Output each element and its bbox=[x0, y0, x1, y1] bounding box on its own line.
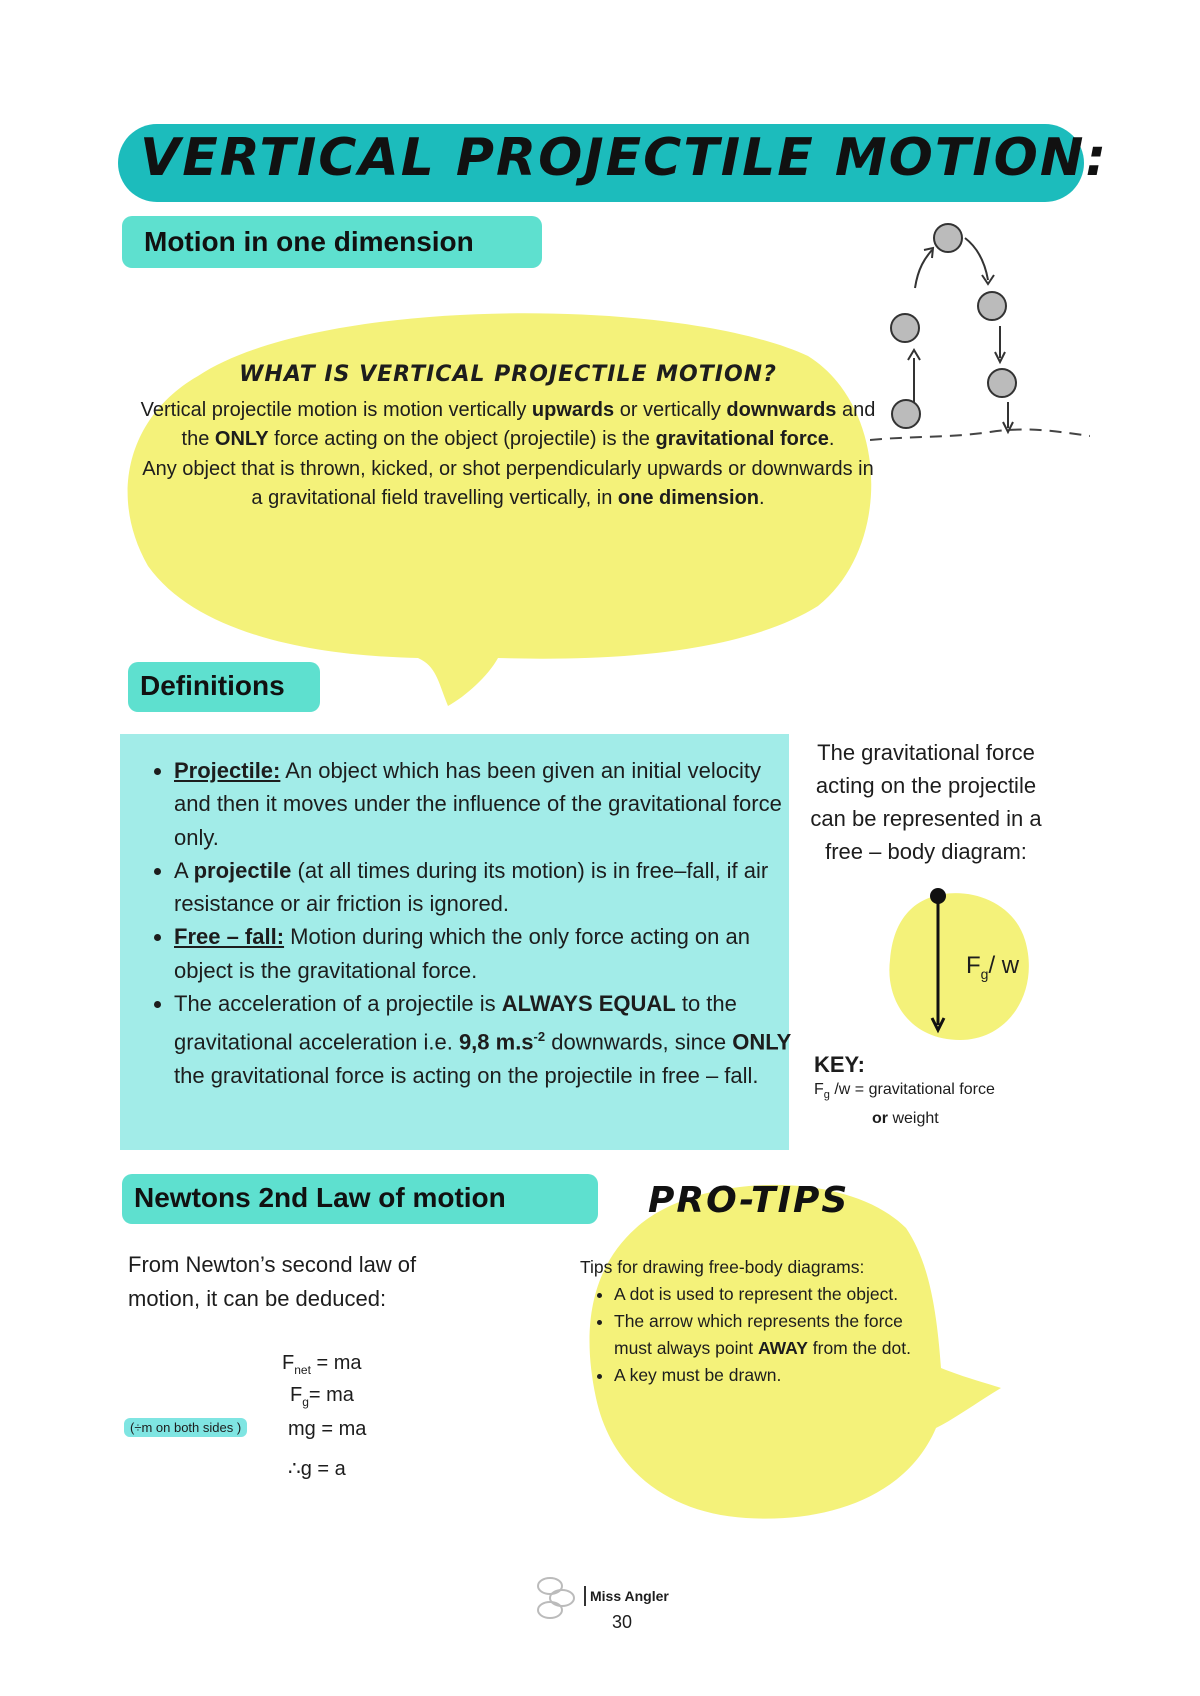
key-body bbox=[814, 1078, 995, 1131]
equation-g: ∴g = a bbox=[288, 1458, 346, 1480]
definitions-list bbox=[150, 754, 794, 1092]
protips-body bbox=[580, 1254, 920, 1389]
bubble-text: or vertically bbox=[614, 398, 727, 421]
protips-list bbox=[580, 1281, 920, 1389]
fbd-label-rest: / w bbox=[988, 952, 1020, 979]
bubble-text: . bbox=[828, 428, 835, 450]
tip-item: • A key must be drawn. bbox=[614, 1362, 920, 1389]
key-title: KEY: bbox=[814, 1052, 865, 1077]
key-or: or bbox=[872, 1110, 888, 1128]
tip-item bbox=[614, 1308, 920, 1362]
bubble-text: Any object that is thrown, kicked, or shot perpendicularly upwards or downwards in a gravitational field travelling vertically, in bbox=[142, 457, 874, 509]
eq-sub: net bbox=[294, 1363, 311, 1377]
bubble-text: Vertical projectile motion is motion vertically bbox=[140, 398, 532, 421]
ball-icon bbox=[891, 314, 919, 342]
bubble-bold: ONLY bbox=[214, 428, 269, 450]
tip-item: • A dot is used to represent the object. bbox=[614, 1281, 920, 1308]
newton-text: From Newton’s second law of motion, it can be deduced: bbox=[128, 1252, 417, 1311]
equation-mg: mg = ma bbox=[288, 1418, 367, 1440]
page-title: VERTICAL PROJECTILE MOTION: bbox=[140, 128, 1109, 188]
definition-text: Motion during which the only force acting on an object is the gravitational force. bbox=[174, 924, 750, 983]
ball-icon bbox=[988, 369, 1016, 397]
key-weight: weight bbox=[888, 1110, 939, 1128]
bubble-text: force acting on the object (projectile) is the bbox=[268, 428, 656, 450]
protips-intro: Tips for drawing free-body diagrams: bbox=[580, 1257, 865, 1277]
definition-item bbox=[174, 987, 794, 1092]
bubble-content bbox=[138, 360, 878, 514]
definition-term: Projectile: bbox=[174, 758, 281, 783]
equation-fnet bbox=[282, 1352, 361, 1377]
ball-icon bbox=[892, 400, 920, 428]
divide-note: (÷m on both sides ) bbox=[124, 1418, 247, 1437]
ball-icon bbox=[934, 224, 962, 252]
protips-heading: PRO-TIPS bbox=[648, 1180, 850, 1221]
tip-text: from the dot. bbox=[807, 1338, 911, 1358]
eq-f: F bbox=[290, 1384, 303, 1406]
definition-item bbox=[174, 854, 794, 921]
equation-fg bbox=[290, 1384, 354, 1409]
definition-item bbox=[174, 920, 794, 987]
bubble-bold: gravitational force bbox=[655, 428, 829, 450]
definition-text: the gravitational force is acting on the projectile in free – fall. bbox=[174, 1063, 759, 1088]
tip-bold: AWAY bbox=[757, 1338, 808, 1358]
bubble-heading: WHAT IS VERTICAL PROJECTILE MOTION? bbox=[239, 362, 777, 387]
key-f: F bbox=[814, 1081, 824, 1098]
key-sub: g bbox=[823, 1089, 830, 1102]
section-heading-newton: Newtons 2nd Law of motion bbox=[122, 1174, 598, 1224]
bubble-bold: upwards bbox=[531, 398, 615, 421]
fbd-label-sub: g bbox=[980, 965, 989, 982]
footer-author: Miss Angler bbox=[590, 1588, 669, 1604]
fbd-label-f: F bbox=[966, 952, 981, 979]
definition-text: The acceleration of a projectile is bbox=[174, 991, 502, 1017]
object-dot-icon bbox=[930, 888, 946, 904]
definition-text: to the gravitational acceleration i.e. bbox=[174, 991, 737, 1055]
fish-logo-icon bbox=[528, 1572, 584, 1622]
fbd-force-label bbox=[966, 952, 1019, 982]
bubble-bold: downwards bbox=[726, 398, 837, 421]
definition-bold: 9,8 m.s bbox=[458, 1029, 534, 1055]
definition-bold: ALWAYS EQUAL bbox=[501, 991, 676, 1017]
key-line: /w = gravitational force bbox=[829, 1081, 995, 1098]
tip-text: The arrow which represents the force must always point bbox=[614, 1311, 903, 1358]
footer-divider bbox=[584, 1586, 586, 1606]
eq-rest: = ma bbox=[308, 1384, 354, 1406]
definition-superscript: -2 bbox=[533, 1029, 546, 1045]
ball-icon bbox=[978, 292, 1006, 320]
definition-text: An object which has been given an initial velocity and then it moves under the influence of the gravitational force only. bbox=[174, 758, 782, 850]
eq-f: F bbox=[282, 1352, 295, 1374]
definition-bold: projectile bbox=[193, 857, 292, 883]
eq-rest: = ma bbox=[310, 1352, 362, 1374]
section-heading-definitions: Definitions bbox=[128, 662, 320, 712]
definition-text: downwards, since bbox=[545, 1029, 733, 1055]
definition-text: A bbox=[174, 857, 194, 883]
eq-sub: g bbox=[302, 1395, 309, 1409]
bubble-text: and the bbox=[181, 398, 876, 450]
definition-item bbox=[174, 754, 794, 854]
page-number: 30 bbox=[612, 1612, 633, 1632]
section-heading-motion: Motion in one dimension bbox=[122, 216, 542, 268]
definition-term: Free – fall: bbox=[174, 924, 285, 950]
bubble-text: . bbox=[759, 487, 765, 509]
bouncing-ball-illustration bbox=[870, 218, 1090, 448]
fbd-description: The gravitational force acting on the projectile can be represented in a free – body diagram: bbox=[810, 740, 1042, 864]
definition-bold: ONLY bbox=[732, 1029, 792, 1055]
bubble-bold: one dimension bbox=[617, 487, 760, 509]
definition-text: (at all times during its motion) is in free–fall, if air resistance or air friction is ignored. bbox=[174, 857, 769, 917]
